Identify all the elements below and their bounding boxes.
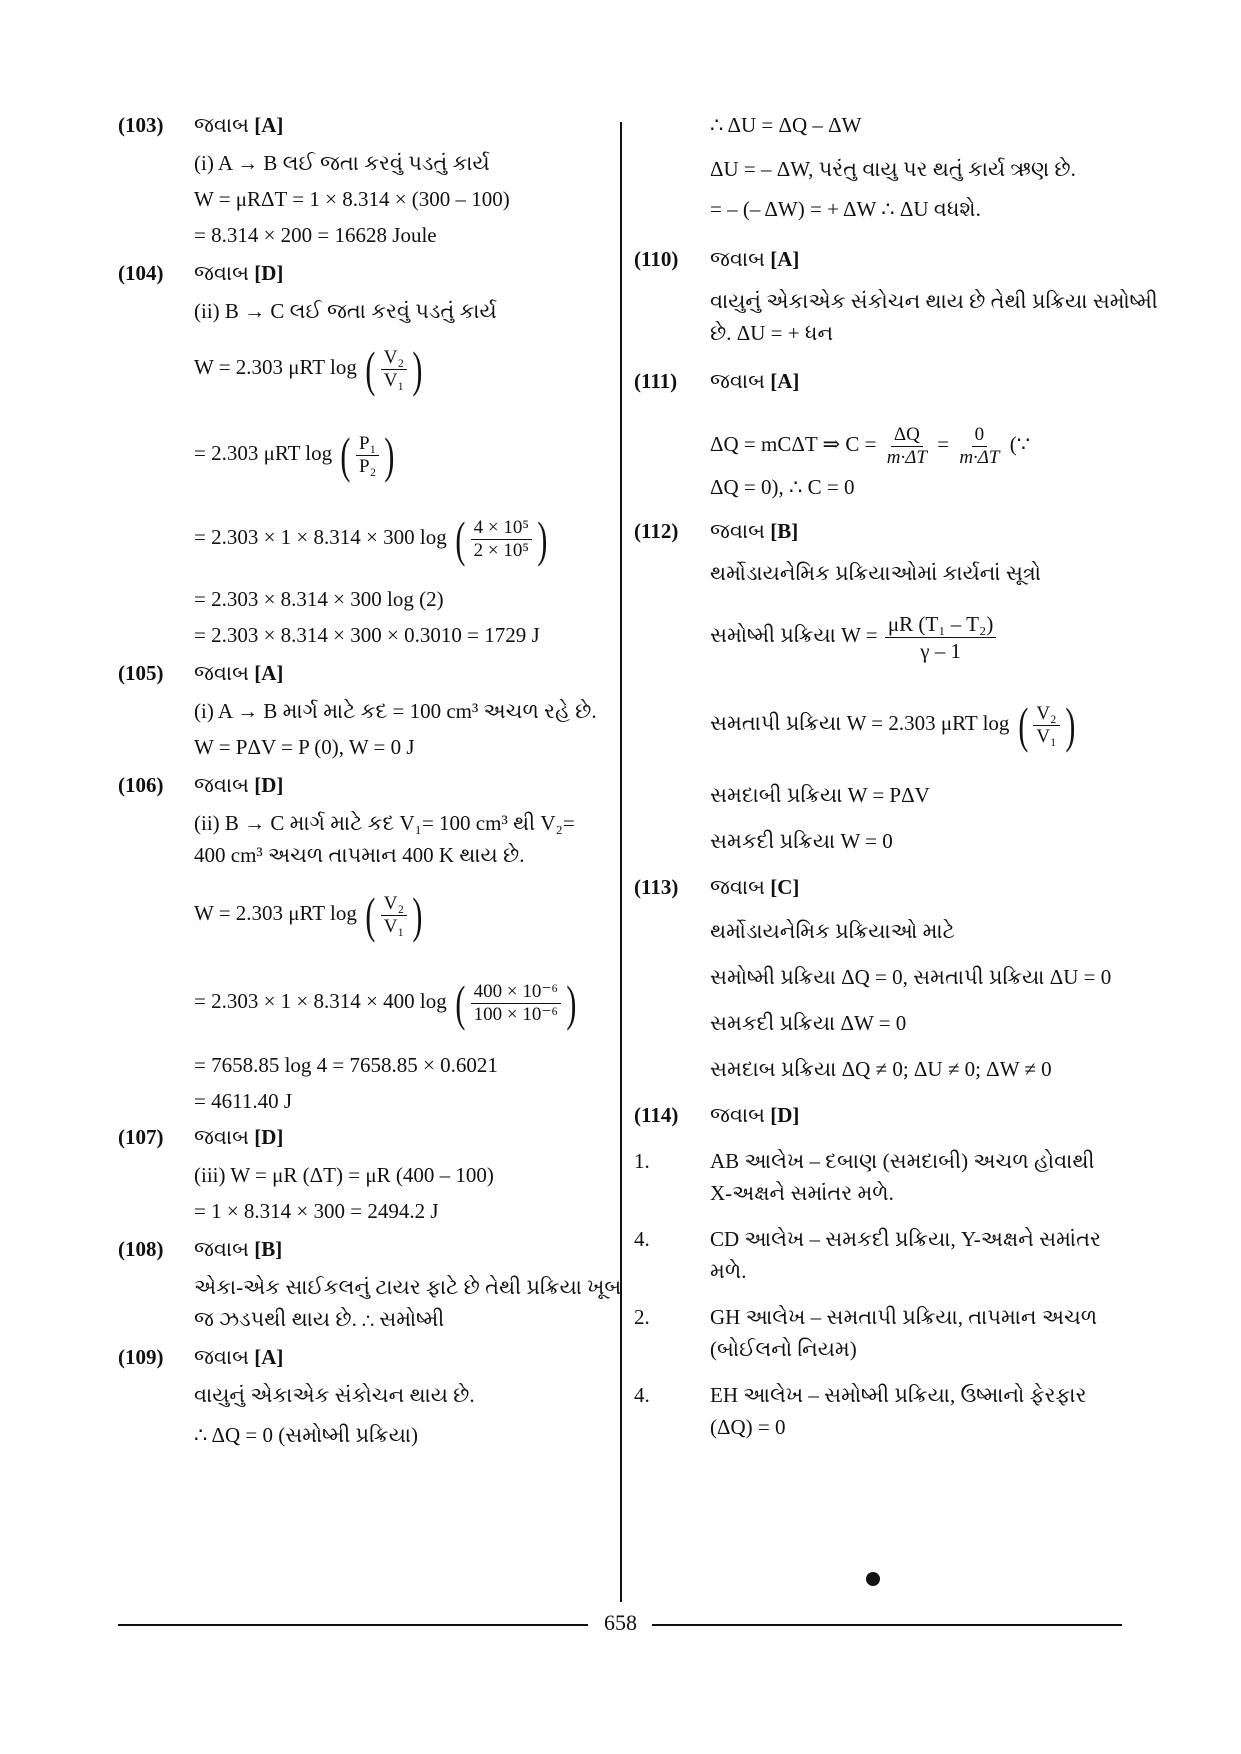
formula-line: = 4611.40 J bbox=[194, 1089, 292, 1113]
formula-line: ΔQ = 0), ∴ C = 0 bbox=[710, 475, 855, 499]
formula-line: ∴ ΔU = ΔQ – ΔW bbox=[710, 113, 862, 137]
text-line: થર્મોડાયનેમિક પ્રક્રિયાઓમાં કાર્યનાં સૂત્રો bbox=[710, 561, 1042, 585]
formula-line: = – (– ΔW) = + ΔW ∴ ΔU વધશે. bbox=[710, 197, 981, 221]
formula-line: = 2.303 × 1 × 8.314 × 300 log ( $\frac{\text{4 × 10⁵}}{\text{2 × 10⁵}}$ ) bbox=[194, 511, 548, 568]
formula-line: (iii) W = μR (ΔT) = μR (400 – 100) bbox=[194, 1163, 494, 1187]
formula-line: સમદાબી પ્રક્રિયા W = PΔV bbox=[710, 783, 930, 807]
answer-108-heading: (108) જવાબ [B] bbox=[118, 1237, 283, 1261]
formula-line: ∴ ΔQ = 0 (સમોષ્મી પ્રક્રિયા) bbox=[194, 1423, 419, 1447]
formula-line: સમદાબ પ્રક્રિયા ΔQ ≠ 0; ΔU ≠ 0; ΔW ≠ 0 bbox=[710, 1057, 1052, 1081]
list-item: 1. AB આલેખ – દબાણ (સમદાબી) અચળ હોવાથી bbox=[634, 1149, 1095, 1173]
formula-line: W = 2.303 μRT log ( $\frac{\text{V₂}}{\text{V₁}}$ ) bbox=[194, 887, 423, 944]
list-item: 4. EH આલેખ – સમોષ્મી પ્રક્રિયા, ઉષ્માનો ફેરફાર bbox=[634, 1383, 1087, 1407]
formula-line: સમકદી પ્રક્રિયા W = 0 bbox=[710, 829, 893, 853]
list-item: 4. CD આલેખ – સમકદી પ્રક્રિયા, Y-અક્ષને સમાંતર bbox=[634, 1227, 1101, 1251]
answer-107-heading: (107) જવાબ [D] bbox=[118, 1125, 284, 1149]
page-number: 658 bbox=[604, 1610, 637, 1635]
formula-line: = 2.303 × 1 × 8.314 × 400 log ( $\frac{\text{400 × 10⁻⁶}}{\text{100 × 10⁻⁶}}$ ) bbox=[194, 975, 577, 1032]
formula-line: સમતાપી પ્રક્રિયા W = 2.303 μRT log ( $\frac{\text{V₂}}{\text{V₁}}$ ) bbox=[710, 697, 1075, 754]
text-line: જ ઝડપથી થાય છે. ∴ સમોષ્મી bbox=[194, 1307, 445, 1331]
text-line: ΔU = – ΔW, પરંતુ વાયુ પર થતું કાર્ય ઋણ છે. bbox=[710, 157, 1076, 181]
column-divider bbox=[620, 122, 622, 1602]
formula-line: W = μRΔT = 1 × 8.314 × (300 – 100) bbox=[194, 187, 510, 211]
text-line: છે. ΔU = + ધન bbox=[710, 321, 834, 345]
text-line: (i) A → B લઈ જતા કરવું પડતું કાર્ય bbox=[194, 151, 490, 175]
formula-line: = 2.303 μRT log ( $\frac{\text{P₁}}{\text{P₂}}$ ) bbox=[194, 427, 395, 484]
answer-109-heading: (109) જવાબ [A] bbox=[118, 1345, 284, 1369]
text-line: (i) A → B માર્ગ માટે કદ = 100 cm³ અચળ રહે છે. bbox=[194, 699, 597, 723]
text-line: 400 cm³ અચળ તાપમાન 400 K થાય છે. bbox=[194, 843, 525, 867]
text-line: (ii) B → C માર્ગ માટે કદ V₁= 100 cm³ થી V₂= bbox=[194, 811, 575, 835]
formula-line: W = 2.303 μRT log ( $\frac{\text{V₂}}{\text{V₁}}$ ) bbox=[194, 341, 423, 398]
answer-111-heading: (111) જવાબ [A] bbox=[634, 369, 800, 393]
formula-line: સમકદી પ્રક્રિયા ΔW = 0 bbox=[710, 1011, 907, 1035]
formula-line: સમોષ્મી પ્રક્રિયા W = $\frac{\text{μR (T₁ – T₂)}}{\gamma - 1}$ bbox=[710, 610, 998, 664]
formula-line: = 7658.85 log 4 = 7658.85 × 0.6021 bbox=[194, 1053, 498, 1077]
formula-line: સમોષ્મી પ્રક્રિયા ΔQ = 0, સમતાપી પ્રક્રિયા ΔU = 0 bbox=[710, 965, 1112, 989]
answer-103-heading: (103) જવાબ [A] bbox=[118, 113, 284, 137]
end-bullet-icon bbox=[866, 1572, 880, 1586]
list-item-continuation: (બોઈલનો નિયમ) bbox=[710, 1337, 857, 1361]
answer-105-heading: (105) જવાબ [A] bbox=[118, 661, 284, 685]
answer-110-heading: (110) જવાબ [A] bbox=[634, 247, 800, 271]
text-line: વાયુનું એકાએક સંકોચન થાય છે તેથી પ્રક્રિયા સમોષ્મી bbox=[710, 289, 1158, 313]
answer-112-heading: (112) જવાબ [B] bbox=[634, 519, 799, 543]
formula-line: W = PΔV = P (0), W = 0 J bbox=[194, 735, 415, 759]
list-item-continuation: (ΔQ) = 0 bbox=[710, 1415, 786, 1439]
list-item: 2. GH આલેખ – સમતાપી પ્રક્રિયા, તાપમાન અચળ bbox=[634, 1305, 1098, 1329]
text-line: (ii) B → C લઈ જતા કરવું પડતું કાર્ય bbox=[194, 299, 497, 323]
formula-line: = 1 × 8.314 × 300 = 2494.2 J bbox=[194, 1199, 439, 1223]
text-line: એકા-એક સાઈકલનું ટાયર ફાટે છે તેથી પ્રક્રિયા ખૂબ bbox=[194, 1275, 622, 1299]
answer-114-heading: (114) જવાબ [D] bbox=[634, 1103, 800, 1127]
list-item-continuation: X-અક્ષને સમાંતર મળે. bbox=[710, 1181, 894, 1205]
formula-line: = 2.303 × 8.314 × 300 × 0.3010 = 1729 J bbox=[194, 623, 540, 647]
text-line: થર્મોડાયનેમિક પ્રક્રિયાઓ માટે bbox=[710, 919, 955, 943]
answer-104-heading: (104) જવાબ [D] bbox=[118, 261, 284, 285]
text-line: વાયુનું એકાએક સંકોચન થાય છે. bbox=[194, 1383, 475, 1407]
list-item-continuation: મળે. bbox=[710, 1259, 747, 1283]
formula-line: = 8.314 × 200 = 16628 Joule bbox=[194, 223, 437, 247]
formula-line: ΔQ = mCΔT ⇒ C = $\frac{\Delta Q}{m\cdot\Delta T}$ = $\frac{0}{m\cdot\Delta T}$ (∵ bbox=[710, 423, 1031, 468]
answer-113-heading: (113) જવાબ [C] bbox=[634, 875, 800, 899]
formula-line: = 2.303 × 8.314 × 300 log (2) bbox=[194, 587, 444, 611]
answer-106-heading: (106) જવાબ [D] bbox=[118, 773, 284, 797]
